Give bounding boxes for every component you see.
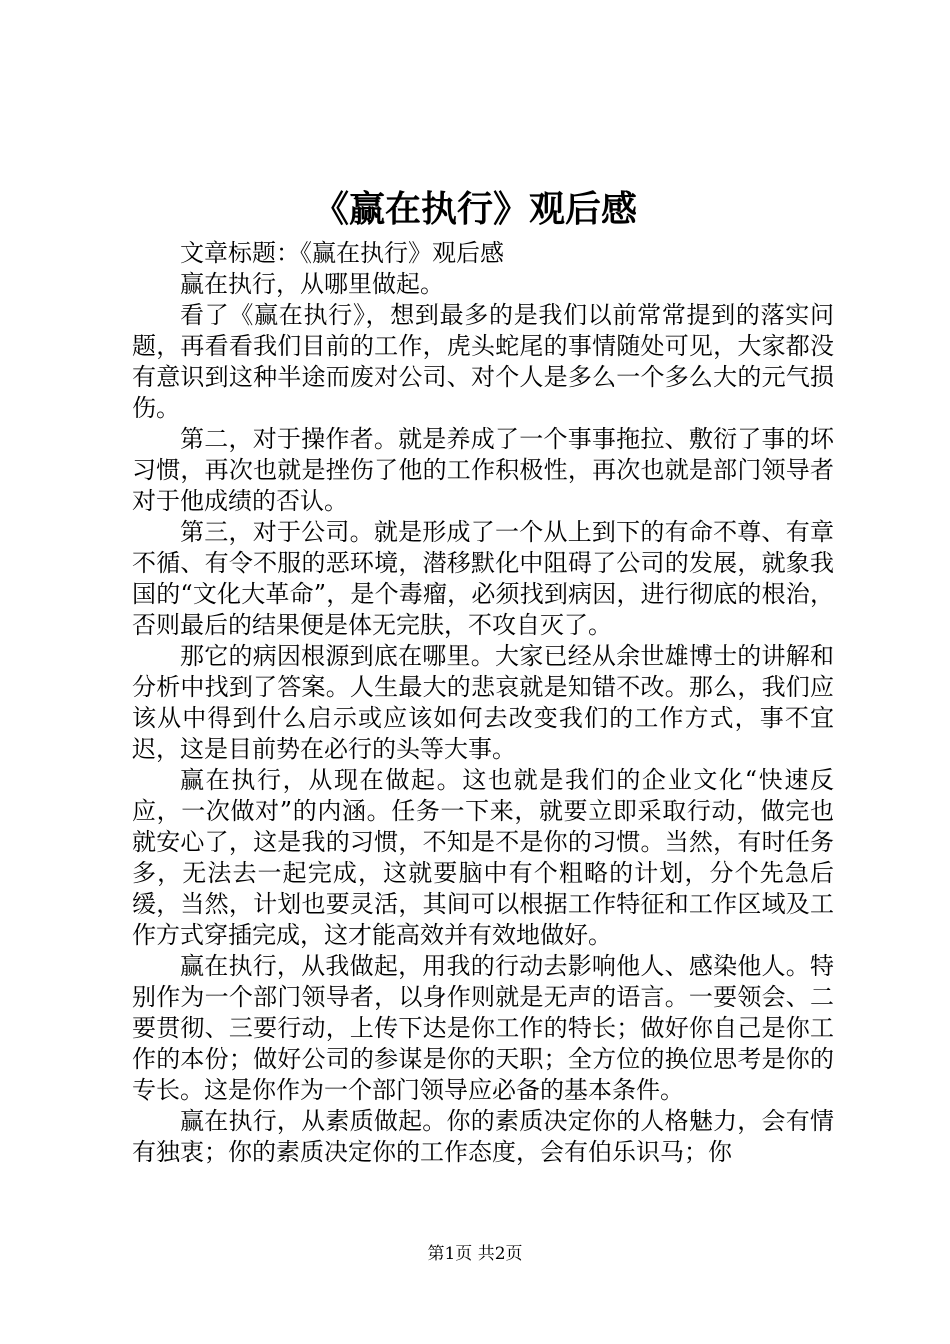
paragraph: 赢在执行，从现在做起。这也就是我们的企业文化“快速反应，一次做对”的内涵。任务一下来，就要立即采取行动，做完也就安心了，这是我的习惯，不知是不是你的习惯。当然，有时任务多，无法去一起完成，这就要脑中有个粗略的计划，分个先急后缓，当然，计划也要灵活，其间可以根据工作特征和工作区域及工作方式穿插完成，这才能高效并有效地做好。 — [132, 766, 834, 949]
paragraph: 看了《赢在执行》，想到最多的是我们以前常常提到的落实问题，再看看我们目前的工作，虎头蛇尾的事情随处可见，大家都没有意识到这种半途而废对公司、对个人是多么一个多么大的元气损伤。 — [132, 301, 834, 422]
paragraph: 第三，对于公司。就是形成了一个从上到下的有命不尊、有章不循、有令不服的恶环境，潜移默化中阻碍了公司的发展，就象我国的“文化大革命”，是个毒瘤，必须找到病因，进行彻底的根治，否则最后的结果便是体无完肤，不攻自灭了。 — [132, 518, 834, 639]
paragraph: 赢在执行，从哪里做起。 — [180, 270, 444, 298]
paragraph: 赢在执行，从素质做起。你的素质决定你的人格魅力，会有情有独衷；你的素质决定你的工作态度，会有伯乐识马；你 — [132, 1107, 834, 1166]
paragraph: 那它的病因根源到底在哪里。大家已经从余世雄博士的讲解和分析中找到了答案。人生最大的悲哀就是知错不改。那么，我们应该从中得到什么启示或应该如何去改变我们的工作方式，事不宜迟，这是目前势在必行的头等大事。 — [132, 642, 834, 763]
page-number-footer: 第1页 共2页 — [427, 1244, 523, 1264]
paragraph: 第二，对于操作者。就是养成了一个事事拖拉、敷衍了事的坏习惯，再次也就是挫伤了他的工作积极性，再次也就是部门领导者对于他成绩的否认。 — [132, 425, 834, 515]
paragraph: 文章标题：《赢在执行》观后感 — [180, 239, 504, 267]
page-title: 《赢在执行》观后感 — [312, 188, 637, 230]
paragraph: 赢在执行，从我做起，用我的行动去影响他人、感染他人。特别作为一个部门领导者，以身作则就是无声的语言。一要领会、二要贯彻、三要行动，上传下达是你工作的特长；做好你自己是你工作的本份；做好公司的参谋是你的天职；全方位的换位思考是你的专长。这是你作为一个部门领导应必备的基本条件。 — [132, 952, 834, 1104]
document-body — [132, 238, 834, 1168]
